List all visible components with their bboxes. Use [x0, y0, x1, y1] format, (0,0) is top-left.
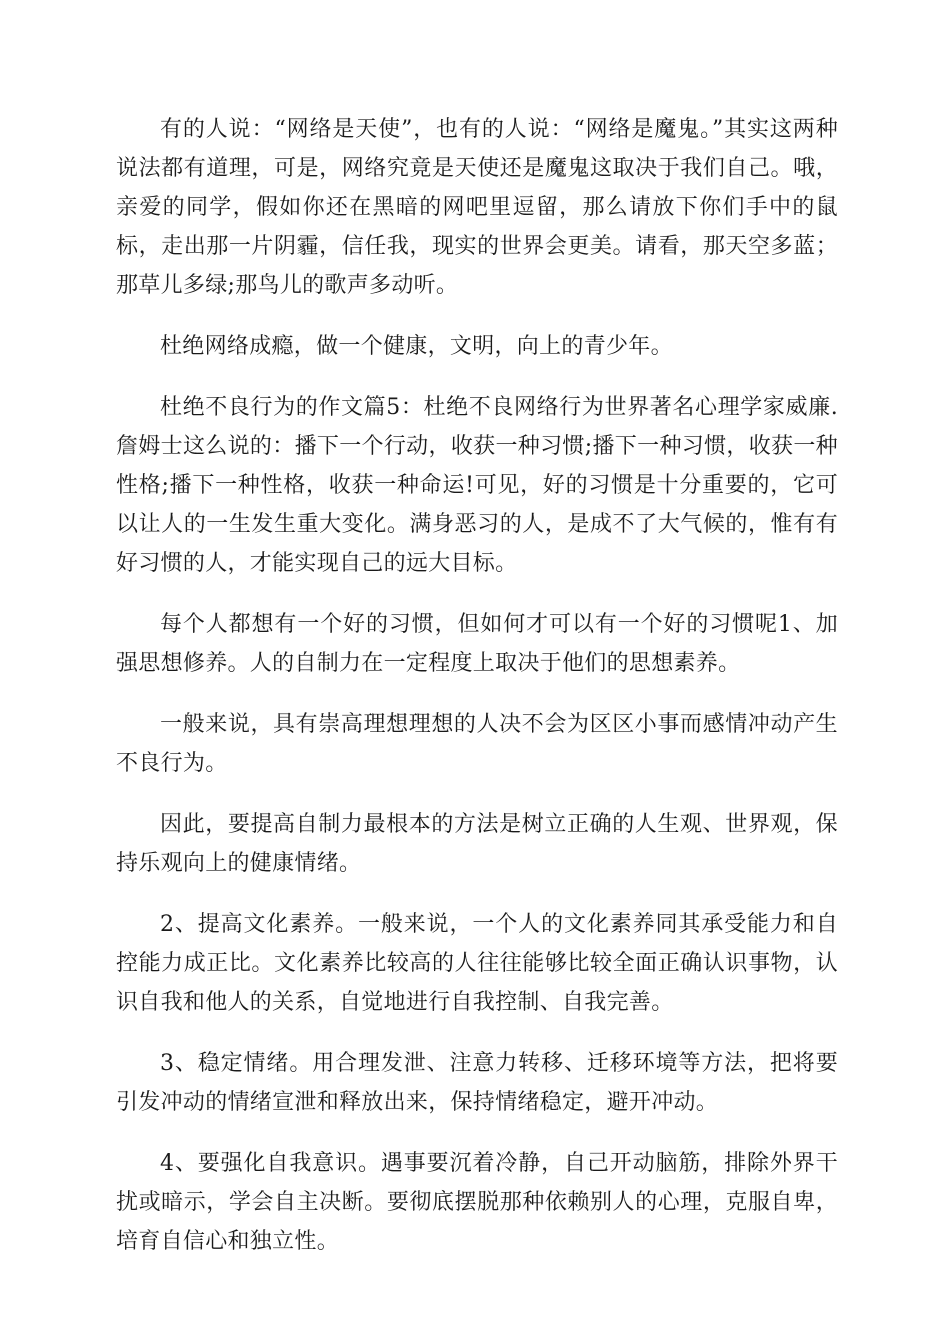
paragraph-6: 因此，要提高自制力最根本的方法是树立正确的人生观、世界观，保持乐观向上的健康情绪。	[116, 812, 838, 876]
paragraph-3: 杜绝不良行为的作文篇5：杜绝不良网络行为世界著名心理学家威廉.詹姆士这么说的：播下一个行动，收获一种习惯;播下一种习惯，收获一种性格;播下一种性格，收获一种命运!可见，好的习惯是十分重要的，它可以让人的一生发生重大变化。满身恶习的人，是成不了大气候的，惟有有好习惯的人，才能实现自己的远大目标。	[116, 395, 838, 576]
paragraph-2: 杜绝网络成瘾，做一个健康，文明，向上的青少年。	[160, 334, 673, 359]
paragraph-7: 2、提高文化素养。一般来说，一个人的文化素养同其承受能力和自控能力成正比。文化素养比较高的人往往能够比较全面正确认识事物，认识自我和他人的关系，自觉地进行自我控制、自我完善。	[116, 912, 838, 1015]
document-body	[116, 110, 838, 1283]
paragraph-8: 3、稳定情绪。用合理发泄、注意力转移、迁移环境等方法，把将要引发冲动的情绪宣泄和释放出来，保持情绪稳定，避开冲动。	[116, 1051, 838, 1115]
paragraph-1: 有的人说：“网络是天使”，也有的人说：“网络是魔鬼。”其实这两种说法都有道理，可是，网络究竟是天使还是魔鬼这取决于我们自己。哦，亲爱的同学，假如你还在黑暗的网吧里逗留，那么请放下你们手中的鼠标，走出那一片阴霾，信任我，现实的世界会更美。请看，那天空多蓝； 那草儿多绿;那鸟儿的歌声多动听。	[116, 117, 838, 298]
paragraph-4: 每个人都想有一个好的习惯，但如何才可以有一个好的习惯呢1、加强思想修养。人的自制力在一定程度上取决于他们的思想素养。	[116, 612, 838, 676]
paragraph-5: 一般来说，具有崇高理想理想的人决不会为区区小事而感情冲动产生不良行为。	[116, 712, 838, 776]
paragraph-9: 4、要强化自我意识。遇事要沉着冷静，自己开动脑筋，排除外界干扰或暗示，学会自主决断。要彻底摆脱那种依赖别人的心理，克服自卑，培育自信心和独立性。	[116, 1151, 838, 1254]
